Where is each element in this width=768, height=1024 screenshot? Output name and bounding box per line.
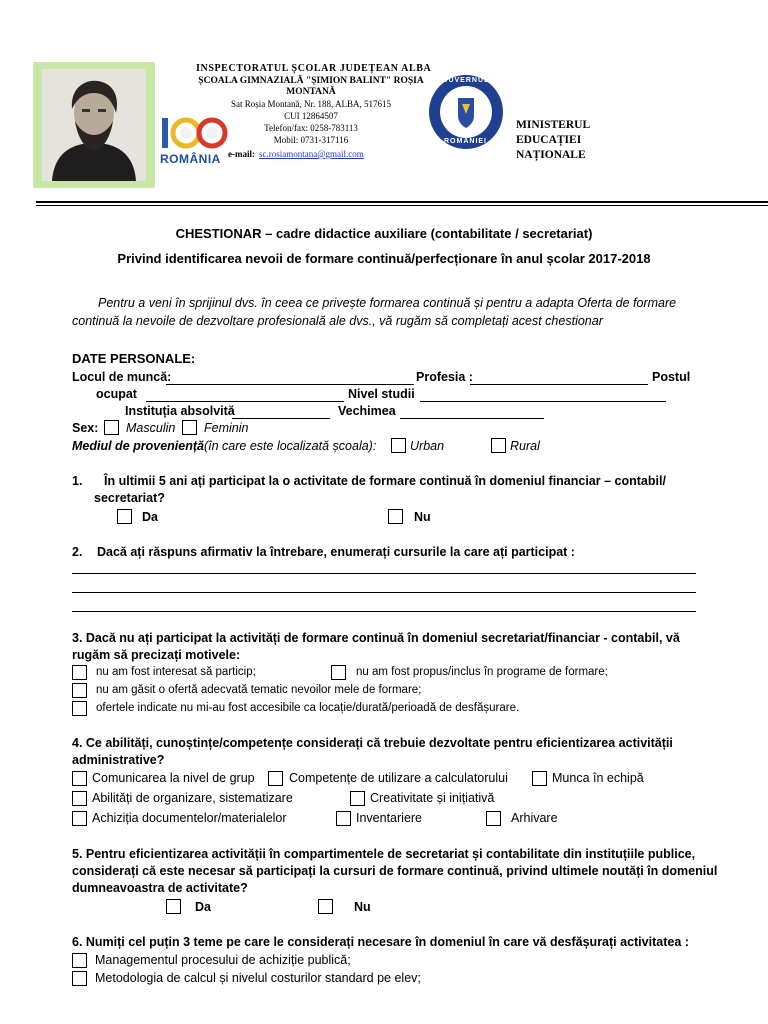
- q3-opt2-label: nu am fost propus/inclus în programe de formare;: [356, 666, 608, 678]
- school-mobile: Mobil: 0731-317116: [273, 135, 349, 145]
- q1-no-label: Nu: [414, 510, 431, 524]
- intro-line-2: continuă la nevoile de dezvoltare profesională ale dvs., vă rugăm să completați acest chestionar: [72, 314, 603, 328]
- q6-text: 6. Numiți cel puțin 3 teme pe care le considerați necesare în domeniul în care vă desfășurați activitatea :: [72, 935, 689, 949]
- q5-text-3: dumneavoastra de activitate?: [72, 881, 248, 895]
- school-name-cont: MONTANĂ: [286, 87, 336, 97]
- q5-text-1: 5. Pentru eficientizarea activității în compartimentele de secretariat și contabilitate din instituțiile publice,: [72, 847, 696, 861]
- origin-urban-checkbox[interactable]: [391, 438, 406, 453]
- post-label: Postul: [652, 370, 691, 384]
- q4-opt6-checkbox[interactable]: [72, 811, 87, 826]
- q6-opt2-label: Metodologia de calcul și nivelul costurilor standard pe elev;: [95, 971, 421, 985]
- q5-yes-checkbox[interactable]: [166, 899, 181, 914]
- profession-label: Profesia :: [416, 370, 473, 384]
- workplace-label: Locul de muncă:: [72, 370, 172, 384]
- origin-rural-label: Rural: [510, 439, 540, 453]
- school-patron-portrait: [33, 62, 155, 188]
- q2-answer-line-3[interactable]: [72, 611, 696, 612]
- intro-line-1: Pentru a veni în sprijinul dvs. în ceea ce privește formarea continuă și pentru a adapta Oferta de formare: [98, 296, 677, 310]
- q4-text-2: administrative?: [72, 753, 165, 767]
- personal-data-heading: DATE PERSONALE:: [72, 351, 196, 366]
- q6-opt2-checkbox[interactable]: [72, 971, 87, 986]
- seniority-label: Vechimea: [338, 404, 396, 418]
- workplace-field[interactable]: [166, 384, 414, 385]
- q4-opt4-checkbox[interactable]: [72, 791, 87, 806]
- q1-number: 1.: [72, 474, 83, 488]
- q4-opt7-label: Inventariere: [356, 811, 423, 825]
- q5-yes-label: Da: [195, 900, 211, 914]
- q2-text: Dacă ați răspuns afirmativ la întrebare, enumerați cursurile la care ați participat :: [97, 545, 575, 559]
- q1-text-1: În ultimii 5 ani ați participat la o activitate de formare continuă în domeniul financiar – contabil/: [104, 474, 666, 488]
- q1-yes-checkbox[interactable]: [117, 509, 132, 524]
- q5-no-label: Nu: [354, 900, 371, 914]
- q5-no-checkbox[interactable]: [318, 899, 333, 914]
- q6-opt1-label: Managementul procesului de achiziție publică;: [95, 953, 351, 967]
- q1-yes-label: Da: [142, 510, 158, 524]
- q4-opt6-label: Achiziția documentelor/materialelor: [92, 811, 287, 825]
- q2-number: 2.: [72, 545, 83, 559]
- q3-opt4-checkbox[interactable]: [72, 701, 87, 716]
- q3-text-2: rugăm să precizați motivele:: [72, 648, 241, 662]
- origin-urban-label: Urban: [410, 439, 445, 453]
- q4-opt1-checkbox[interactable]: [72, 771, 87, 786]
- school-phone: Telefon/fax: 0258-783113: [264, 123, 358, 133]
- q3-opt3-label: nu am găsit o ofertă adecvată tematic nevoilor mele de formare;: [96, 684, 422, 696]
- email-label: e-mail:: [228, 149, 255, 159]
- study-level-label: Nivel studii: [348, 387, 415, 401]
- form-title: CHESTIONAR – cadre didactice auxiliare (contabilitate / secretariat): [175, 226, 593, 241]
- q3-opt1-label: nu am fost interesat să particip;: [96, 666, 256, 678]
- inspectorate-name: INSPECTORATUL ȘCOLAR JUDEȚEAN ALBA: [196, 63, 432, 74]
- q3-opt1-checkbox[interactable]: [72, 665, 87, 680]
- q1-text-2: secretariat?: [94, 491, 165, 505]
- sex-female-label: Feminin: [204, 421, 249, 435]
- origin-label: Mediul de proveniență: [72, 439, 204, 453]
- seal-top-text: GUVERNUL: [442, 77, 490, 84]
- q3-text-1: 3. Dacă nu ați participat la activități de formare continuă în domeniul secretariat/financiar - contabil, vă: [72, 631, 680, 645]
- institution-field[interactable]: [232, 418, 330, 419]
- sex-female-checkbox[interactable]: [182, 420, 197, 435]
- romania-logo-text: ROMÂNIA: [160, 152, 221, 166]
- q4-opt4-label: Abilități de organizare, sistematizare: [92, 791, 293, 805]
- seniority-field[interactable]: [400, 418, 544, 419]
- sex-male-checkbox[interactable]: [104, 420, 119, 435]
- ministry-line-1: MINISTERUL: [516, 119, 591, 131]
- q4-opt5-checkbox[interactable]: [350, 791, 365, 806]
- q3-opt3-checkbox[interactable]: [72, 683, 87, 698]
- post-field[interactable]: [146, 401, 344, 402]
- form-subtitle: Privind identificarea nevoii de formare continuă/perfecționare în anul școlar 2017-2018: [117, 251, 651, 266]
- q3-opt4-label: ofertele indicate nu mi-au fost accesibile ca locație/durată/perioadă de desfășurare.: [96, 702, 520, 714]
- seal-bottom-text: ROMÂNIEI: [444, 138, 487, 145]
- study-level-field[interactable]: [420, 401, 666, 402]
- ministry-name: [516, 118, 590, 163]
- origin-note: (în care este localizată școala):: [204, 439, 377, 453]
- q4-opt2-label: Competențe de utilizare a calculatorului: [289, 771, 508, 785]
- q4-opt8-checkbox[interactable]: [486, 811, 501, 826]
- school-name: ȘCOALA GIMNAZIALĂ "ȘIMION BALINT" ROȘIA: [198, 76, 424, 86]
- school-address: Sat Roșia Montană, Nr. 188, ALBA, 517615: [231, 99, 391, 109]
- school-email-link[interactable]: sc.rosiamontana@gmail.com: [259, 149, 364, 159]
- institution-label: Instituția absolvită: [125, 404, 235, 418]
- ministry-line-3: NAȚIONALE: [516, 149, 586, 161]
- q1-no-checkbox[interactable]: [388, 509, 403, 524]
- government-seal: [428, 74, 504, 150]
- q4-opt5-label: Creativitate și inițiativă: [370, 791, 495, 805]
- q4-opt3-checkbox[interactable]: [532, 771, 547, 786]
- q4-opt3-label: Munca în echipă: [552, 771, 644, 785]
- q2-answer-line-2[interactable]: [72, 592, 696, 593]
- school-cui: CUI 12864507: [284, 111, 338, 121]
- occupied-label: ocupat: [96, 387, 137, 401]
- sex-label: Sex:: [72, 421, 99, 435]
- q4-opt8-label: Arhivare: [511, 811, 558, 825]
- q4-opt2-checkbox[interactable]: [268, 771, 283, 786]
- origin-rural-checkbox[interactable]: [491, 438, 506, 453]
- profession-field[interactable]: [470, 384, 648, 385]
- q3-opt2-checkbox[interactable]: [331, 665, 346, 680]
- ministry-line-2: EDUCAȚIEI: [516, 134, 582, 146]
- q5-text-2: considerați că este necesar să participați la cursuri de formare continuă, privind ultimele noutăți în domeniul: [72, 864, 718, 878]
- q4-opt7-checkbox[interactable]: [336, 811, 351, 826]
- q2-answer-line-1[interactable]: [72, 573, 696, 574]
- sex-male-label: Masculin: [126, 421, 176, 435]
- header-divider-thin: [36, 205, 768, 206]
- q4-opt1-label: Comunicarea la nivel de grup: [92, 771, 255, 785]
- q6-opt1-checkbox[interactable]: [72, 953, 87, 968]
- header-divider-thick: [36, 201, 768, 203]
- q4-text-1: 4. Ce abilități, cunoștințe/competențe considerați că trebuie dezvoltate pentru eficientizarea activității: [72, 736, 673, 750]
